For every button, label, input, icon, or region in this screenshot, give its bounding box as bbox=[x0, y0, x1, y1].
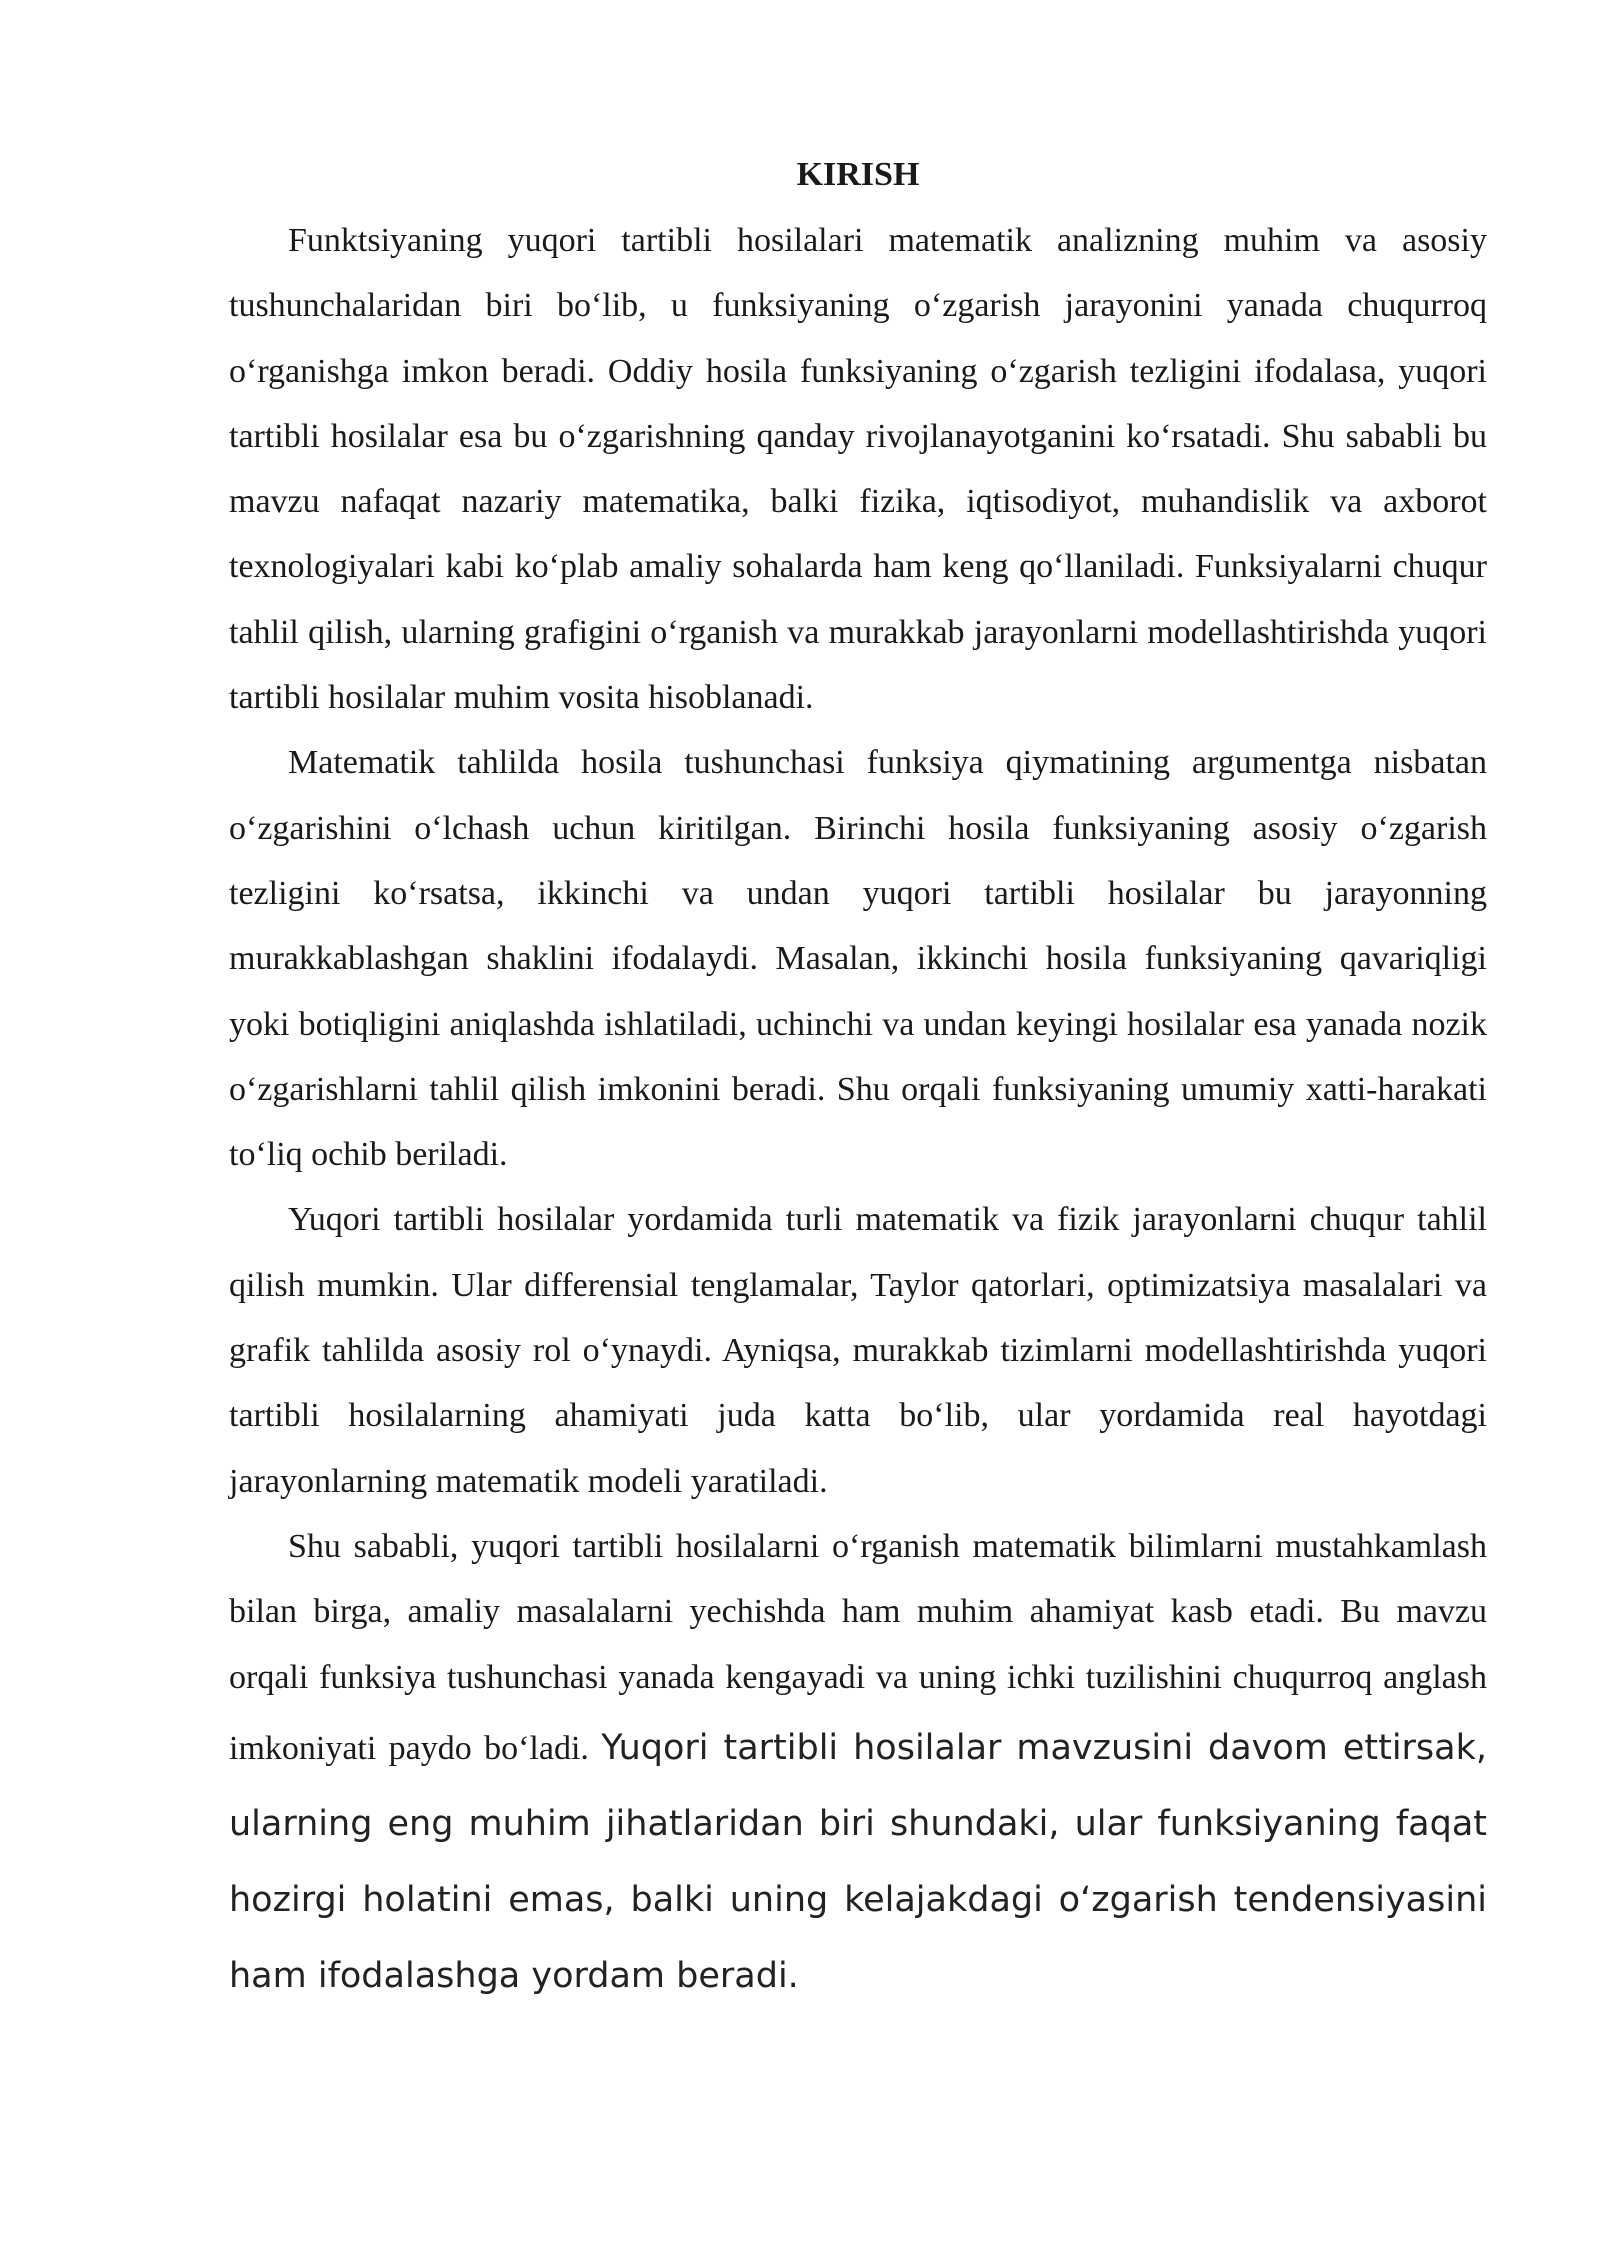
paragraph-1: Funktsiyaning yuqori tartibli hosilalari matematik analizning muhim va asosiy tushunchalaridan biri bo‘lib, u funksiyaning o‘zgarish jarayonini yanada chuqurroq o‘rganishga imkon beradi. Oddiy hosila funksiyaning o‘zgarish tezligini ifodalasa, yuqori tartibli hosilalar esa bu o‘zgarishning qanday rivojlanayotganini ko‘rsatadi. Shu sababli bu mavzu nafaqat nazariy matematika, balki fizika, iqtisodiyot, muhandislik va axborot texnologiyalari kabi ko‘plab amaliy sohalarda ham keng qo‘llaniladi. Funksiyalarni chuqur tahlil qilish, ularning grafigini o‘rganish va murakkab jarayonlarni modellashtirishda yuqori tartibli hosilalar muhim vosita hisoblanadi. bbox=[229, 222, 1487, 717]
paragraph-4-serif-text: Shu sababli, yuqori tartibli hosilalarni o‘rganish matematik bilimlarni mustahkamlash bilan birga, amaliy masalalarni yechishda ham muhim ahamiyat kasb etadi. Bu mavzu orqali funksiya tushunchasi yanada kengayadi va uning ichki tuzilishini chuqurroq anglash imkoniyati paydo bo‘ladi. bbox=[229, 1527, 1487, 1767]
paragraph-4 bbox=[229, 1514, 1487, 2014]
paragraph-2: Matematik tahlilda hosila tushunchasi funksiya qiymatining argumentga nisbatan o‘zgarishini o‘lchash uchun kiritilgan. Birinchi hosila funksiyaning asosiy o‘zgarish tezligini ko‘rsatsa, ikkinchi va undan yuqori tartibli hosilalar bu jarayonning murakkablashgan shaklini ifodalaydi. Masalan, ikkinchi hosila funksiyaning qavariqligi yoki botiqligini aniqlashda ishlatiladi, uchinchi va undan keyingi hosilalar esa yanada nozik o‘zgarishlarni tahlil qilish imkonini beradi. Shu orqali funksiyaning umumiy xatti-harakati to‘liq ochib beriladi. bbox=[229, 744, 1487, 1174]
document-body bbox=[229, 148, 1487, 2014]
document-title: KIRISH bbox=[796, 156, 920, 193]
paragraph-3: Yuqori tartibli hosilalar yordamida turli matematik va fizik jarayonlarni chuqur tahlil qilish mumkin. Ular differensial tenglamalar, Taylor qatorlari, optimizatsiya masalalari va grafik tahlilda asosiy rol o‘ynaydi. Ayniqsa, murakkab tizimlarni modellashtirishda yuqori tartibli hosilalarning ahamiyati juda katta bo‘lib, ular yordamida real hayotdagi jarayonlarning matematik modeli yaratiladi. bbox=[229, 1201, 1487, 1500]
paragraph-4-sans-text: Yuqori tartibli hosilalar mavzusini davom ettirsak, ularning eng muhim jihatlaridan biri shundaki, ular funksiyaning faqat hozirgi holatini emas, balki uning kelajakdagi o‘zgarish tendensiyasini ham ifodalashga yordam beradi. bbox=[229, 1727, 1488, 1996]
